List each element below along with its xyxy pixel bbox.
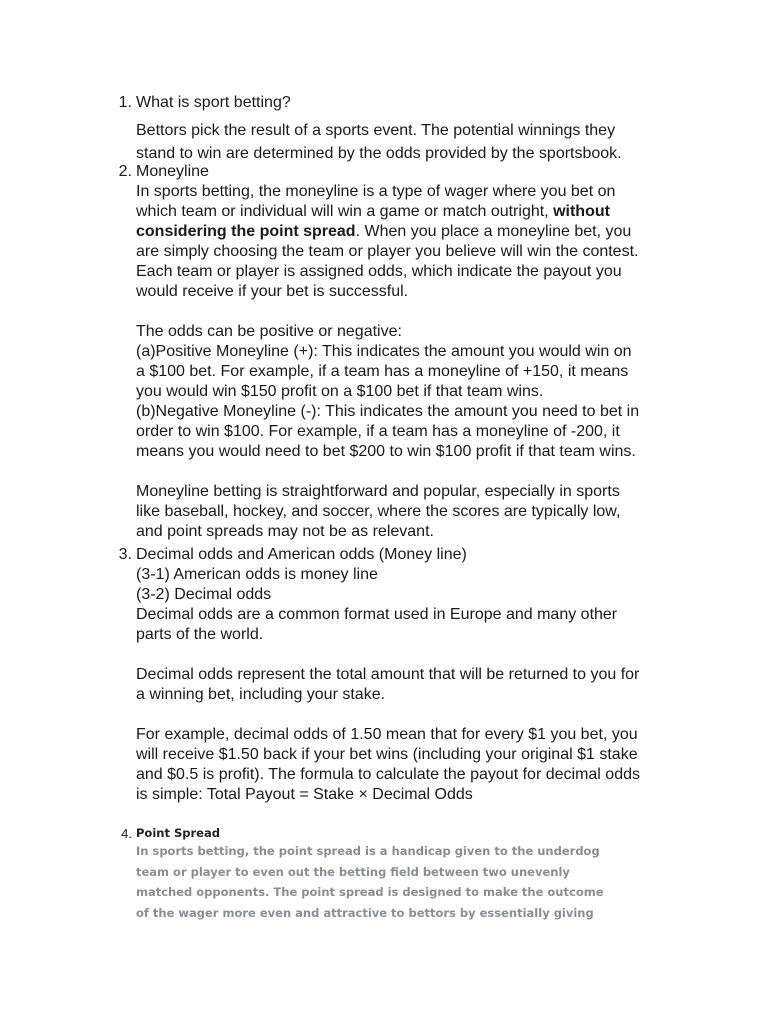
moneyline-intro: In sports betting, the moneyline is a type of wager where you bet on which team or individual will win a game or match outright, without considering the point spread. When you place a moneyline bet, you are simply choosing the team or player you believe will win the contest. Each team or player is assigned odds, which indicate the payout you would receive if your bet is successful. (136, 183, 639, 300)
list-item-4 (110, 825, 670, 923)
positive-moneyline: (a)Positive Moneyline (+): This indicates the amount you would win on a $100 bet. For example, if a team has a moneyline of +150, it means you would win $150 profit on a $100 bet if that team wins. (136, 343, 632, 400)
list-item-2 (110, 162, 670, 542)
item-title: Decimal odds and American odds (Money line) (136, 546, 467, 563)
item-answer: Bettors pick the result of a sports event. The potential winnings they stand to win are determined by the odds provided by the sportsbook. (136, 122, 622, 162)
negative-moneyline: (b)Negative Moneyline (-): This indicates the amount you need to bet in order to win $100. For example, if a team has a moneyline of -200, it means you would need to bet $200 to win $100 profit if that team wins. (136, 403, 640, 460)
item-number: 2. (118, 163, 132, 180)
item-number: 3. (118, 546, 132, 563)
decimal-paragraph-3: For example, decimal odds of 1.50 mean that for every $1 you bet, you will receive $1.50 back if your bet wins (including your original $1 stake and $0.5 is profit). The formula to calculate the payout for decimal odds is simple: Total Payout = Stake × Decimal Odds (136, 726, 640, 803)
subheading-american: (3-1) American odds is money line (136, 566, 378, 583)
item-title: Point Spread (136, 826, 220, 840)
decimal-paragraph-1: Decimal odds are a common format used in Europe and many other parts of the world. (136, 606, 618, 643)
point-spread-text: In sports betting, the point spread is a handicap given to the underdog team or player to even out the betting field between two unevenly matched opponents. The point spread is designed to make the outcome of the wager more even and attractive to bettors by essentially giving (136, 844, 604, 920)
moneyline-summary: Moneyline betting is straightforward and popular, especially in sports like baseball, hockey, and soccer, where the scores are typically low, and point spreads may not be as relevant. (136, 483, 621, 540)
item-title: What is sport betting? (136, 94, 291, 111)
odds-heading: The odds can be positive or negative: (136, 323, 402, 340)
item-title: Moneyline (136, 163, 209, 180)
decimal-paragraph-2: Decimal odds represent the total amount that will be returned to you for a winning bet, including your stake. (136, 666, 640, 703)
item-number: 1. (118, 94, 132, 111)
subheading-decimal: (3-2) Decimal odds (136, 586, 272, 603)
item-number: 4. (121, 826, 132, 841)
list-item-3 (110, 545, 670, 805)
emphasis-text: without considering the point spread (136, 203, 610, 240)
list-item-1 (110, 93, 670, 165)
